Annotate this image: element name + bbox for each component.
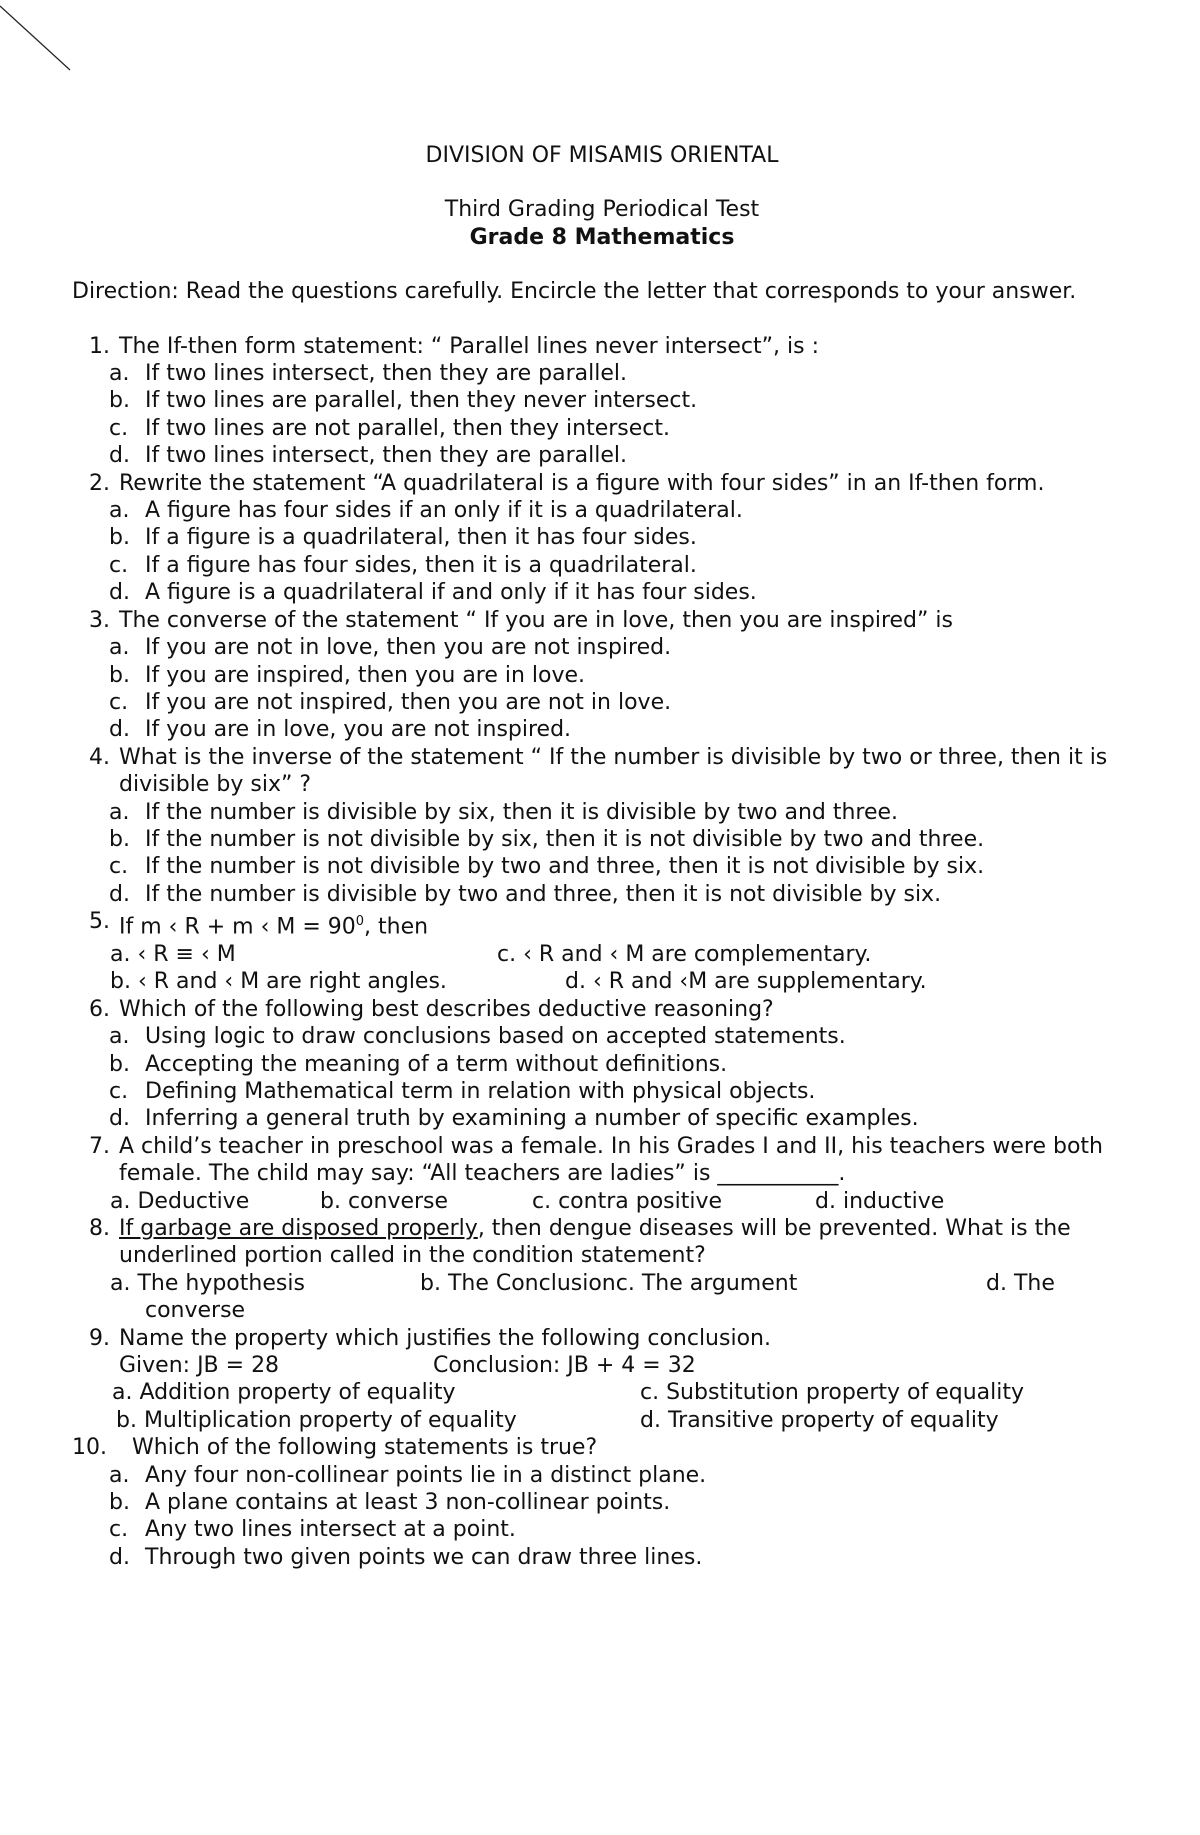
question-6: [72, 996, 1132, 1023]
option-text: If you are not inspired, then you are not in love.: [145, 689, 672, 715]
option-d[interactable]: d. ‹ R and ‹M are supplementary.: [565, 969, 927, 995]
option-list: [72, 360, 1132, 470]
question-number: 8.: [89, 1215, 110, 1241]
options-row: [72, 1379, 1132, 1406]
options-row: [72, 941, 1132, 968]
option-text: Through two given points we can draw three lines.: [145, 1544, 703, 1570]
question-text: Which of the following statements is true?: [132, 1435, 598, 1461]
option-d[interactable]: [72, 579, 1132, 606]
option-b[interactable]: b. converse: [320, 1188, 449, 1214]
corner-fold-line: [0, 0, 80, 80]
question-number: 5.: [89, 909, 110, 935]
option-letter: a.: [109, 498, 130, 524]
option-list: [72, 1462, 1132, 1572]
option-a[interactable]: [72, 799, 1132, 826]
option-c[interactable]: [72, 689, 1132, 716]
option-letter: c.: [109, 552, 129, 578]
option-letter: a.: [109, 1024, 130, 1050]
option-a[interactable]: [72, 1462, 1132, 1489]
option-letter: a.: [109, 799, 130, 825]
question-number: 7.: [89, 1133, 110, 1159]
question-5: [72, 908, 1132, 941]
option-letter: c.: [109, 689, 129, 715]
option-c[interactable]: c. ‹ R and ‹ M are complementary.: [497, 941, 872, 967]
options-row: [72, 1270, 1132, 1297]
division-title: DIVISION OF MISAMIS ORIENTAL: [425, 143, 779, 168]
option-text: If two lines intersect, then they are parallel.: [145, 443, 627, 469]
option-text: If a figure has four sides, then it is a quadrilateral.: [145, 552, 697, 578]
conclusion-text: Conclusion: JB + 4 = 32: [433, 1352, 696, 1378]
question-number: 9.: [89, 1325, 110, 1351]
question-3: [72, 607, 1132, 634]
option-letter: b.: [109, 826, 130, 852]
option-text: Inferring a general truth by examining a number of specific examples.: [145, 1106, 919, 1132]
question-number: 6.: [89, 996, 110, 1022]
question-number: 10.: [72, 1435, 107, 1461]
option-letter: c.: [109, 1078, 129, 1104]
option-b-c[interactable]: b. The Conclusionc. The argument: [420, 1270, 798, 1296]
option-d[interactable]: d. inductive: [815, 1188, 945, 1214]
option-c[interactable]: [72, 552, 1132, 579]
option-b[interactable]: b. Multiplication property of equality: [116, 1407, 517, 1433]
option-letter: b.: [109, 525, 130, 551]
question-number: 3.: [89, 607, 110, 633]
question-text: What is the inverse of the statement “ If the number is divisible by two or three, then it is divisible by six” ?: [119, 744, 1108, 798]
option-letter: c.: [109, 854, 129, 880]
option-text: A plane contains at least 3 non-collinear points.: [145, 1490, 671, 1516]
option-text: Defining Mathematical term in relation with physical objects.: [145, 1078, 816, 1104]
question-8: [72, 1215, 1132, 1270]
option-b[interactable]: b. ‹ R and ‹ M are right angles.: [110, 969, 447, 995]
question-4: [72, 744, 1132, 799]
option-letter: b.: [109, 662, 130, 688]
option-b[interactable]: [72, 387, 1132, 414]
option-a[interactable]: a. Addition property of equality: [112, 1380, 456, 1406]
direction-text: Direction: Read the questions carefully. Encircle the letter that corresponds to your answer.: [72, 279, 1077, 305]
option-text: If you are inspired, then you are in love.: [145, 662, 586, 688]
option-c[interactable]: [72, 853, 1132, 880]
option-text: If two lines are not parallel, then they intersect.: [145, 415, 671, 441]
option-letter: d.: [109, 1544, 130, 1570]
option-a[interactable]: a. ‹ R ≡ ‹ M: [110, 941, 236, 967]
option-d[interactable]: [72, 716, 1132, 743]
test-page: [72, 142, 1132, 1571]
question-number: 4.: [89, 744, 110, 770]
option-letter: d.: [109, 443, 130, 469]
options-row-continued: [72, 1297, 1132, 1324]
option-c[interactable]: [72, 415, 1132, 442]
question-10: [72, 1434, 1132, 1461]
question-text: The If-then form statement: “ Parallel lines never intersect”, is :: [119, 333, 819, 359]
option-letter: d.: [109, 717, 130, 743]
question-text: Name the property which justifies the following conclusion.: [119, 1325, 771, 1351]
option-a[interactable]: [72, 360, 1132, 387]
question-text: If garbage are disposed properly, then dengue diseases will be prevented. What is the underlined portion called in the condition statement?: [119, 1215, 1071, 1269]
question-9: [72, 1325, 1132, 1352]
option-c[interactable]: [72, 1078, 1132, 1105]
option-text: If the number is not divisible by six, then it is not divisible by two and three.: [145, 826, 985, 852]
test-title: Third Grading Periodical Test: [444, 197, 760, 223]
option-text: If the number is divisible by two and three, then it is not divisible by six.: [145, 881, 942, 907]
option-b[interactable]: [72, 524, 1132, 551]
option-text: If you are in love, you are not inspired.: [145, 717, 572, 743]
question-text: Rewrite the statement “A quadrilateral is a figure with four sides” in an If-then form.: [119, 470, 1045, 496]
option-b[interactable]: [72, 1489, 1132, 1516]
option-text: Any two lines intersect at a point.: [145, 1517, 516, 1543]
option-a[interactable]: a. Deductive: [110, 1188, 250, 1214]
option-text: A figure has four sides if an only if it is a quadrilateral.: [145, 498, 743, 524]
option-letter: d.: [109, 1106, 130, 1132]
option-d[interactable]: [72, 1105, 1132, 1132]
underlined-portion: If garbage are disposed properly: [119, 1215, 478, 1241]
question-number: 2.: [89, 470, 110, 496]
option-letter: b.: [109, 1051, 130, 1077]
question-number: 1.: [89, 333, 110, 359]
option-text: If you are not in love, then you are not inspired.: [145, 635, 672, 661]
option-list: [72, 799, 1132, 909]
option-a[interactable]: [72, 1023, 1132, 1050]
question-text: The converse of the statement “ If you are in love, then you are inspired” is: [119, 607, 953, 633]
option-letter: c.: [109, 415, 129, 441]
options-row: [72, 968, 1132, 995]
option-list: [72, 497, 1132, 607]
question-list: [72, 333, 1132, 909]
option-text: Using logic to draw conclusions based on accepted statements.: [145, 1024, 846, 1050]
option-letter: a.: [109, 635, 130, 661]
option-text: A figure is a quadrilateral if and only if it has four sides.: [145, 580, 757, 606]
option-text: Accepting the meaning of a term without definitions.: [145, 1051, 728, 1077]
option-letter: d.: [109, 580, 130, 606]
subject-title: Grade 8 Mathematics: [469, 224, 735, 250]
option-a[interactable]: [72, 634, 1132, 661]
option-d[interactable]: d. The: [986, 1270, 1055, 1296]
option-d[interactable]: [72, 881, 1132, 908]
given-text: Given: JB = 28: [119, 1352, 280, 1378]
options-row: [72, 1188, 1132, 1215]
question-2: [72, 470, 1132, 497]
question-1: [72, 333, 1132, 360]
option-text: If two lines are parallel, then they never intersect.: [145, 388, 698, 414]
option-a[interactable]: [72, 497, 1132, 524]
option-text: Any four non-collinear points lie in a distinct plane.: [145, 1462, 707, 1488]
option-letter: a.: [109, 1462, 130, 1488]
option-c[interactable]: [72, 1516, 1132, 1543]
option-d[interactable]: [72, 442, 1132, 469]
option-a[interactable]: a. The hypothesis: [110, 1270, 305, 1296]
option-list: [72, 1023, 1132, 1133]
option-text: If two lines intersect, then they are parallel.: [145, 361, 627, 387]
question-text: A child’s teacher in preschool was a female. In his Grades I and II, his teachers were both female. The child may say: “All teachers are ladies” is ___________.: [119, 1133, 1103, 1187]
option-d-continued: converse: [145, 1298, 246, 1324]
option-d[interactable]: d. Transitive property of equality: [640, 1407, 999, 1433]
option-b[interactable]: [72, 826, 1132, 853]
option-letter: b.: [109, 388, 130, 414]
option-text: If a figure is a quadrilateral, then it has four sides.: [145, 525, 697, 551]
question-text: Which of the following best describes deductive reasoning?: [119, 996, 774, 1022]
option-letter: a.: [109, 361, 130, 387]
option-b[interactable]: [72, 662, 1132, 689]
option-letter: c.: [109, 1517, 129, 1543]
option-text: If the number is divisible by six, then it is divisible by two and three.: [145, 799, 899, 825]
option-c[interactable]: c. contra positive: [532, 1188, 723, 1214]
option-letter: d.: [109, 881, 130, 907]
question-7: [72, 1133, 1132, 1188]
option-b[interactable]: [72, 1051, 1132, 1078]
option-letter: b.: [109, 1490, 130, 1516]
question-text: If m ‹ R + m ‹ $M = 90^0$, then: [119, 914, 429, 940]
option-d[interactable]: [72, 1544, 1132, 1571]
options-row: [72, 1407, 1132, 1434]
option-text: If the number is not divisible by two and three, then it is not divisible by six.: [145, 854, 985, 880]
option-c[interactable]: c. Substitution property of equality: [640, 1380, 1025, 1406]
option-list: [72, 634, 1132, 744]
given-row: [72, 1352, 1132, 1379]
